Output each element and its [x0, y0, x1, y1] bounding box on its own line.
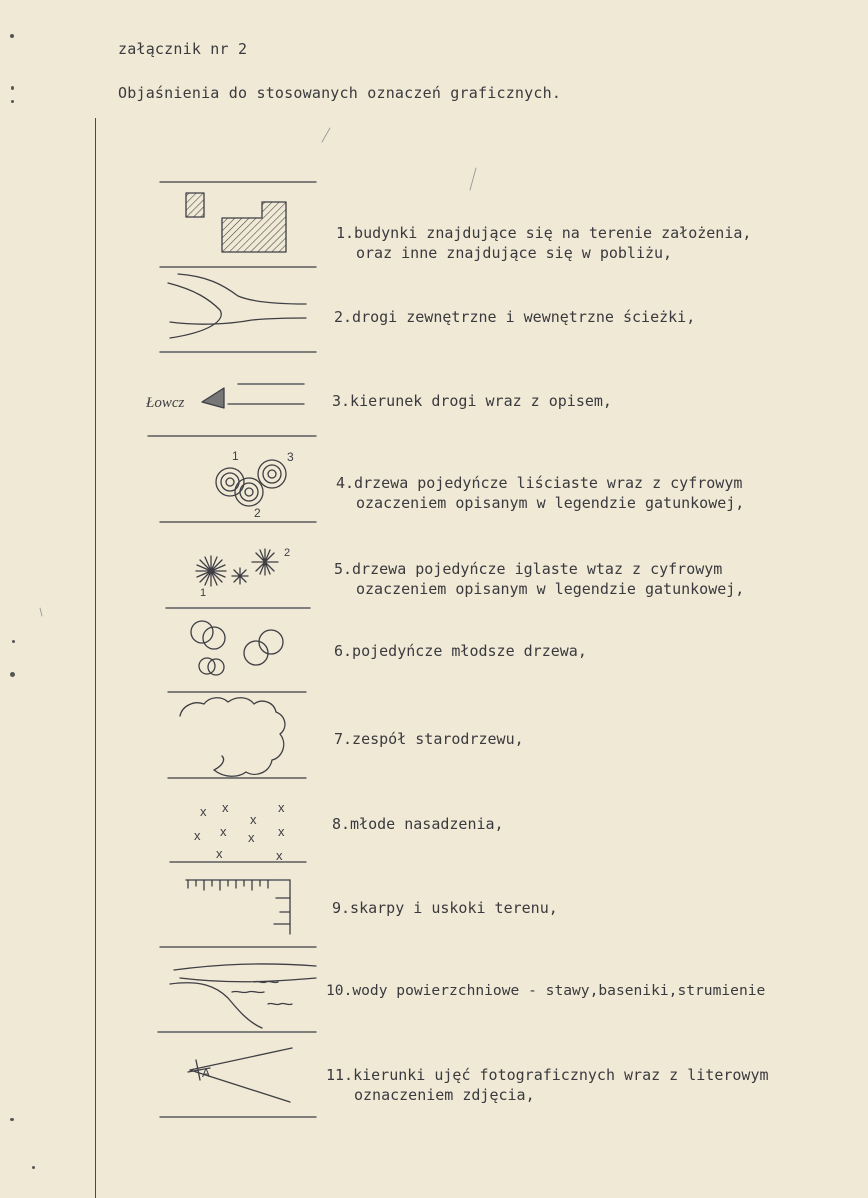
svg-text:x: x	[248, 830, 255, 845]
legend-item-11-line1: 11.kierunki ujęć fotograficznych wraz z literowym	[326, 1066, 769, 1084]
annex-label: załącznik nr 2	[118, 40, 248, 58]
legend-item-5-line2: ozaczeniem opisanym w legendzie gatunkowej,	[356, 580, 745, 598]
svg-text:x: x	[220, 824, 227, 839]
young-trees-icon	[191, 621, 283, 675]
legend-item-9: 9.skarpy i uskoki terenu,	[332, 899, 558, 917]
old-tree-group-icon	[180, 698, 285, 777]
svg-text:x: x	[216, 846, 223, 861]
deciduous-number-1: 1	[232, 449, 239, 463]
buildings-icon	[186, 193, 286, 252]
deciduous-trees-icon	[216, 460, 286, 506]
coniferous-trees-icon	[196, 549, 278, 586]
margin-speck	[32, 1166, 35, 1169]
svg-text:x: x	[278, 800, 285, 815]
road-direction-icon	[202, 384, 304, 408]
margin-speck	[12, 640, 15, 643]
margin-speck	[10, 1118, 14, 1121]
water-icon	[170, 964, 316, 1028]
legend-item-3: 3.kierunek drogi wraz z opisem,	[332, 392, 612, 410]
legend-item-11-line2: oznaczeniem zdjęcia,	[354, 1086, 535, 1104]
pencil-marks	[40, 128, 476, 616]
legend-item-1-line2: oraz inne znajdujące się w pobliżu,	[356, 244, 673, 262]
coniferous-number-1: 1	[200, 587, 207, 599]
margin-speck	[11, 100, 14, 103]
legend-item-5-line1: 5.drzewa pojedyńcze iglaste wtaz z cyfrowym	[334, 560, 723, 578]
margin-speck	[10, 672, 15, 677]
svg-text:x: x	[278, 824, 285, 839]
legend-item-1-line1: 1.budynki znajdujące się na terenie założenia,	[336, 224, 752, 242]
svg-text:x: x	[276, 848, 283, 863]
page-title: Objaśnienia do stosowanych oznaczeń graficznych.	[118, 84, 562, 102]
legend-item-10: 10.wody powierzchniowe - stawy,baseniki,strumienie	[326, 982, 766, 999]
legend-item-2: 2.drogi zewnętrzne i wewnętrzne ścieżki,	[334, 308, 696, 326]
svg-text:x: x	[250, 812, 257, 827]
svg-text:x: x	[222, 800, 229, 815]
legend-item-4-line1: 4.drzewa pojedyńcze liściaste wraz z cyfrowym	[336, 474, 743, 492]
road-direction-label: Łowcz	[146, 395, 185, 411]
legend-item-6: 6.pojedyńcze młodsze drzewa,	[334, 642, 587, 660]
margin-speck	[10, 34, 14, 38]
young-plantings-icon	[194, 800, 285, 863]
legend-item-8: 8.młode nasadzenia,	[332, 815, 504, 833]
slopes-icon	[186, 880, 290, 934]
coniferous-number-2: 2	[284, 547, 291, 559]
margin-speck	[11, 86, 14, 90]
photo-direction-label: A	[202, 1066, 211, 1080]
legend-item-4-line2: ozaczeniem opisanym w legendzie gatunkowej,	[356, 494, 745, 512]
legend-item-7: 7.zespół starodrzewu,	[334, 730, 524, 748]
deciduous-number-2: 2	[254, 506, 261, 520]
svg-text:x: x	[194, 828, 201, 843]
roads-icon	[168, 274, 306, 338]
deciduous-number-3: 3	[287, 450, 294, 464]
svg-text:x: x	[200, 804, 207, 819]
